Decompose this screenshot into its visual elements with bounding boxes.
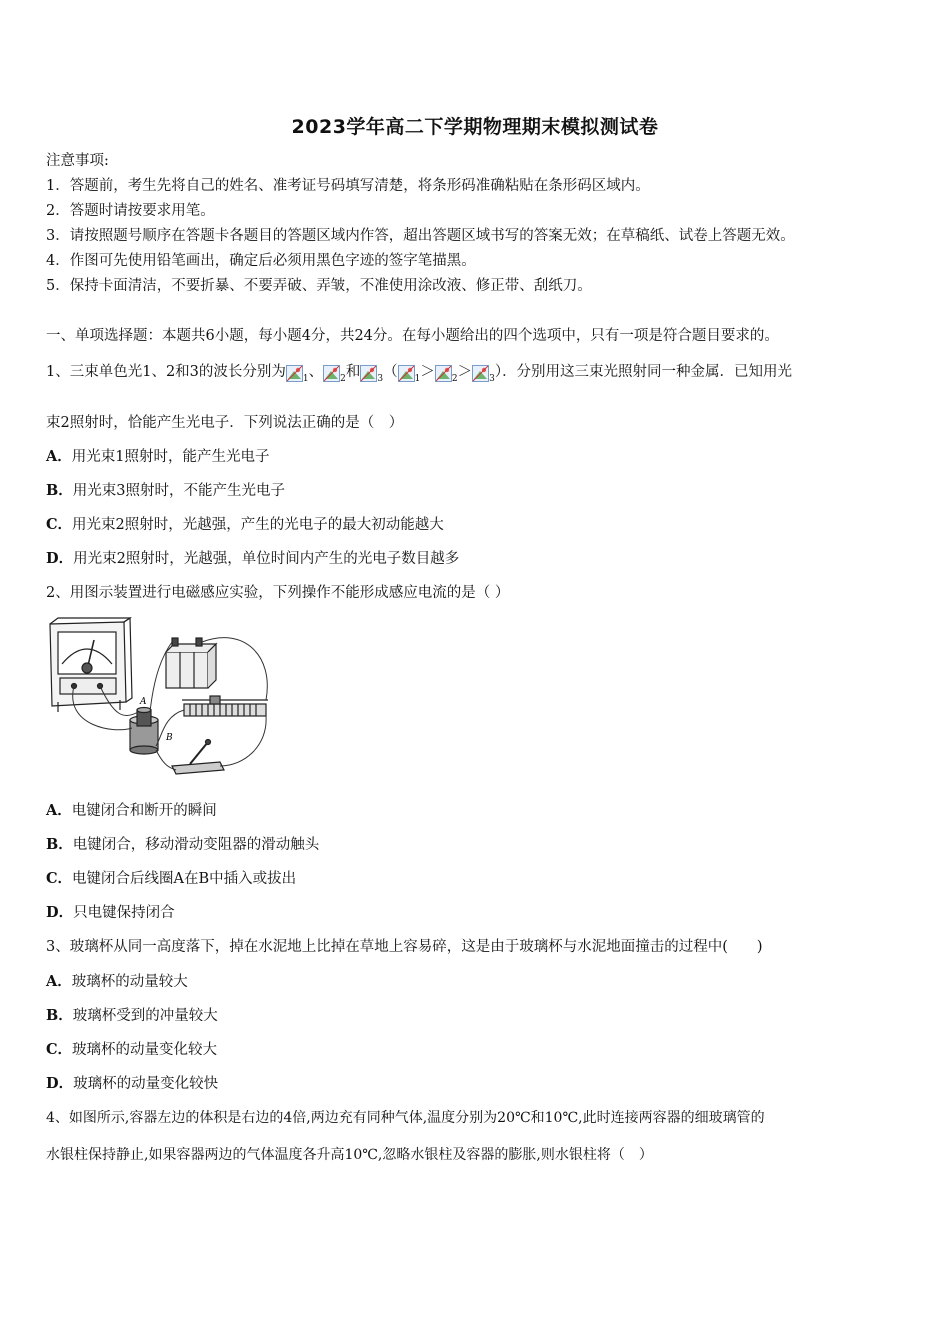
q1-option-b	[46, 481, 285, 501]
q1-option-c	[46, 515, 444, 535]
option-label: C．	[46, 870, 73, 887]
option-label: B．	[46, 1007, 73, 1024]
lambda-image-icon	[360, 365, 377, 382]
option-text: 玻璃杯的动量变化较快	[73, 1076, 219, 1092]
q1-sub-3b: 3	[489, 374, 495, 384]
switch	[172, 740, 224, 775]
q2-option-d	[46, 903, 175, 923]
question-4-stem-line1: 4、如图所示,容器左边的体积是右边的4倍,两边充有同种气体,温度分别为20℃和10℃,此时连接两容器的细玻璃管的	[46, 1110, 765, 1126]
note-item: 3．请按照题号顺序在答题卡各题目的答题区域内作答，超出答题区域书写的答案无效；在草稿纸、试卷上答题无效。	[46, 228, 795, 244]
option-label: C．	[46, 1041, 73, 1058]
q1-separator: 、	[308, 364, 324, 380]
q2-option-a	[46, 801, 217, 821]
q3-option-c	[46, 1040, 217, 1060]
section-heading: 一、单项选择题：本题共6小题，每小题4分，共24分。在每小题给出的四个选项中，只有一项是符合题目要求的。	[46, 328, 779, 344]
option-text: 玻璃杯的动量变化较大	[72, 1042, 218, 1058]
q1-gt: ＞	[457, 364, 473, 380]
q1-gt: ＞	[420, 364, 435, 380]
q1-sub-2: 2	[340, 374, 346, 384]
q1-sub-1: 1	[302, 374, 309, 384]
q1-stem-a: 1、三束单色光1、2和3的波长分别为	[46, 364, 286, 380]
option-label: D．	[46, 1075, 74, 1092]
q3-option-a	[46, 972, 188, 992]
notes-heading: 注意事项:	[46, 153, 109, 169]
option-text: 用光束1照射时，能产生光电子	[71, 449, 270, 465]
q1-sub-3: 3	[377, 374, 384, 384]
lambda-image-icon	[435, 365, 452, 382]
option-label: B．	[46, 836, 73, 853]
option-label: D．	[46, 904, 74, 921]
label-a: A	[140, 697, 147, 707]
question-2-stem: 2、用图示装置进行电磁感应实验，下列操作不能形成感应电流的是（ ）	[46, 585, 510, 601]
q1-option-d	[46, 549, 459, 569]
page-title: 2023学年高二下学期物理期末模拟测试卷	[291, 116, 659, 138]
rheostat	[182, 696, 268, 716]
option-label: A．	[46, 802, 72, 819]
q1-stem-b: ．分别用这三束光照射同一种金属．已知用光	[502, 364, 793, 380]
q2-option-b	[46, 835, 319, 855]
note-item: 5．保持卡面清洁，不要折暴、不要弄破、弄皱，不准使用涂改液、修正带、刮纸刀。	[46, 278, 592, 294]
option-text: 用光束2照射时，光越强，单位时间内产生的光电子数目越多	[73, 551, 460, 567]
coil-a	[137, 708, 151, 727]
electromagnetic-induction-diagram	[44, 616, 276, 776]
lambda-image-icon	[398, 365, 415, 382]
label-b: B	[166, 733, 173, 743]
q1-and: 和	[345, 364, 361, 380]
option-text: 只电键保持闭合	[73, 905, 175, 921]
option-label: B．	[46, 482, 73, 499]
option-text: 电键闭合，移动滑动变阻器的滑动触头	[72, 837, 320, 853]
question-1-stem-line1	[46, 362, 792, 389]
q1-paren-close: ）	[494, 364, 503, 380]
option-text: 用光束2照射时，光越强，产生的光电子的最大初动能越大	[72, 517, 444, 533]
q2-option-c	[46, 869, 296, 889]
lambda-image-icon	[286, 365, 303, 382]
question-4-stem-line2: 水银柱保持静止,如果容器两边的气体温度各升高10℃,忽略水银柱及容器的膨胀,则水银柱将（ ）	[46, 1147, 653, 1163]
note-item: 4．作图可先使用铅笔画出，确定后必须用黑色字迹的签字笔描黑。	[46, 253, 476, 269]
q1-paren-open: （	[383, 364, 398, 380]
lambda-image-icon	[472, 365, 489, 382]
q1-option-a	[46, 447, 270, 467]
q1-sub-2b: 2	[451, 374, 458, 384]
option-text: 玻璃杯的动量较大	[71, 974, 188, 990]
option-text: 玻璃杯受到的冲量较大	[72, 1008, 218, 1024]
question-1-stem-line2: 束2照射时，恰能产生光电子．下列说法正确的是（ ）	[46, 415, 404, 431]
option-text: 电键闭合后线圈A在B中插入或拔出	[72, 871, 297, 887]
q3-option-d	[46, 1074, 218, 1094]
option-text: 用光束3照射时，不能产生光电子	[72, 483, 285, 499]
q3-option-b	[46, 1006, 218, 1026]
option-label: A．	[46, 973, 72, 990]
option-label: D．	[46, 550, 74, 567]
galvanometer	[50, 618, 132, 712]
battery	[166, 638, 216, 688]
option-text: 电键闭合和断开的瞬间	[71, 803, 217, 819]
option-label: C．	[46, 516, 73, 533]
question-3-stem: 3、玻璃杯从同一高度落下，掉在水泥地上比掉在草地上容易碎，这是由于玻璃杯与水泥地面撞击的过程中( )	[46, 939, 763, 955]
lambda-image-icon	[323, 365, 340, 382]
note-item: 1．答题前，考生先将自己的姓名、准考证号码填写清楚，将条形码准确粘贴在条形码区域内。	[46, 178, 650, 194]
q1-sub-1b: 1	[414, 374, 421, 384]
note-item: 2．答题时请按要求用笔。	[46, 203, 215, 219]
option-label: A．	[46, 448, 72, 465]
